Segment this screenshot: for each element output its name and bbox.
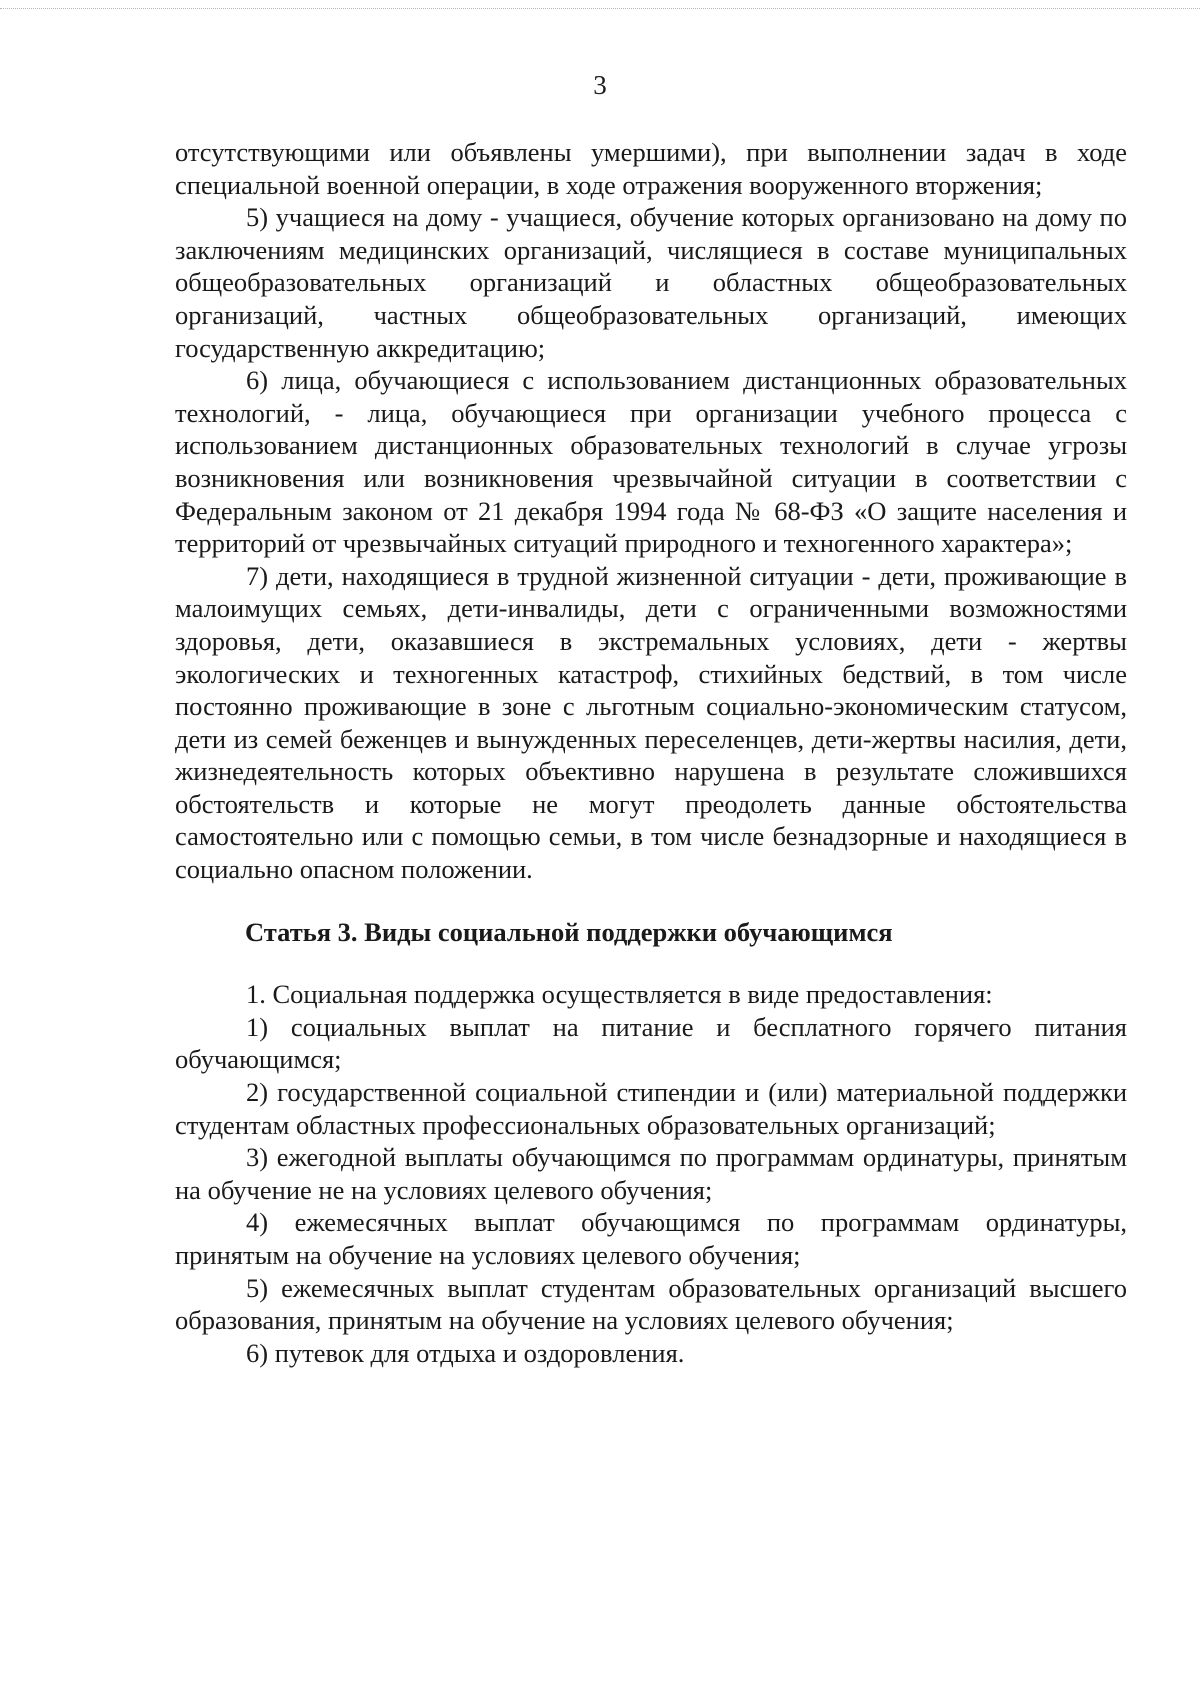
definition-item-5: 5) учащиеся на дому - учащиеся, обучение которых организовано на дому по заключениям медицинских организаций, числящиеся в составе муниципальных общеобразовательных организаций и областных общеобразовательных организаций, частных общеобразовательных организаций, имеющих государственную аккредитацию; bbox=[175, 202, 1127, 363]
definition-item-6: 6) лица, обучающиеся с использованием дистанционных образовательных технологий, - лица, обучающиеся при организации учебного процесса с использованием дистанционных образовательных технологий в случае угрозы возникновения или возникновения чрезвычайной ситуации в соответствии с Федеральным законом от 21 декабря 1994 года № 68-ФЗ «О защите населения и территорий от чрезвычайных ситуаций природного и техногенного характера»; bbox=[175, 365, 1127, 559]
article-intro: 1. Социальная поддержка осуществляется в виде предоставления: bbox=[246, 979, 993, 1010]
support-item-5: 5) ежемесячных выплат студентам образовательных организаций высшего образования, принятым на обучение на условиях целевого обучения; bbox=[175, 1272, 1127, 1336]
scan-top-edge bbox=[0, 8, 1200, 9]
document-body bbox=[175, 136, 1127, 1369]
article-heading: Статья 3. Виды социальной поддержки обучающимся bbox=[245, 916, 893, 947]
continuation-paragraph: отсутствующими или объявлены умершими), при выполнении задач в ходе специальной военной операции, в ходе отражения вооруженного вторжения; bbox=[175, 137, 1127, 200]
page-number: 3 bbox=[593, 70, 607, 100]
support-item-2: 2) государственной социальной стипендии и (или) материальной поддержки студентам областных профессиональных образовательных организаций; bbox=[175, 1077, 1127, 1140]
support-item-6: 6) путевок для отдыха и оздоровления. bbox=[246, 1337, 685, 1368]
definition-item-7: 7) дети, находящиеся в трудной жизненной ситуации - дети, проживающие в малоимущих семьях, дети-инвалиды, дети с ограниченными возможностями здоровья, дети, оказавшиеся в экстремальных условиях, дети - жертвы экологических и техногенных катастроф, стихийных бедствий, в том числе постоянно проживающие в зоне с льготным социально-экономическим статусом, дети из семей беженцев и вынужденных переселенцев, дети-жертвы насилия, дети, жизнедеятельность которых объективно нарушена в результате сложившихся обстоятельств и которые не могут преодолеть данные обстоятельства самостоятельно или с помощью семьи, в том числе безнадзорные и находящиеся в социально опасном положении. bbox=[175, 560, 1127, 885]
support-item-1: 1) социальных выплат на питание и бесплатного горячего питания обучающимся; bbox=[175, 1011, 1127, 1075]
support-item-4: 4) ежемесячных выплат обучающимся по программам ординатуры, принятым на обучение на условиях целевого обучения; bbox=[175, 1207, 1127, 1270]
support-item-3: 3) ежегодной выплаты обучающимся по программам ординатуры, принятым на обучение не на условиях целевого обучения; bbox=[175, 1142, 1127, 1205]
